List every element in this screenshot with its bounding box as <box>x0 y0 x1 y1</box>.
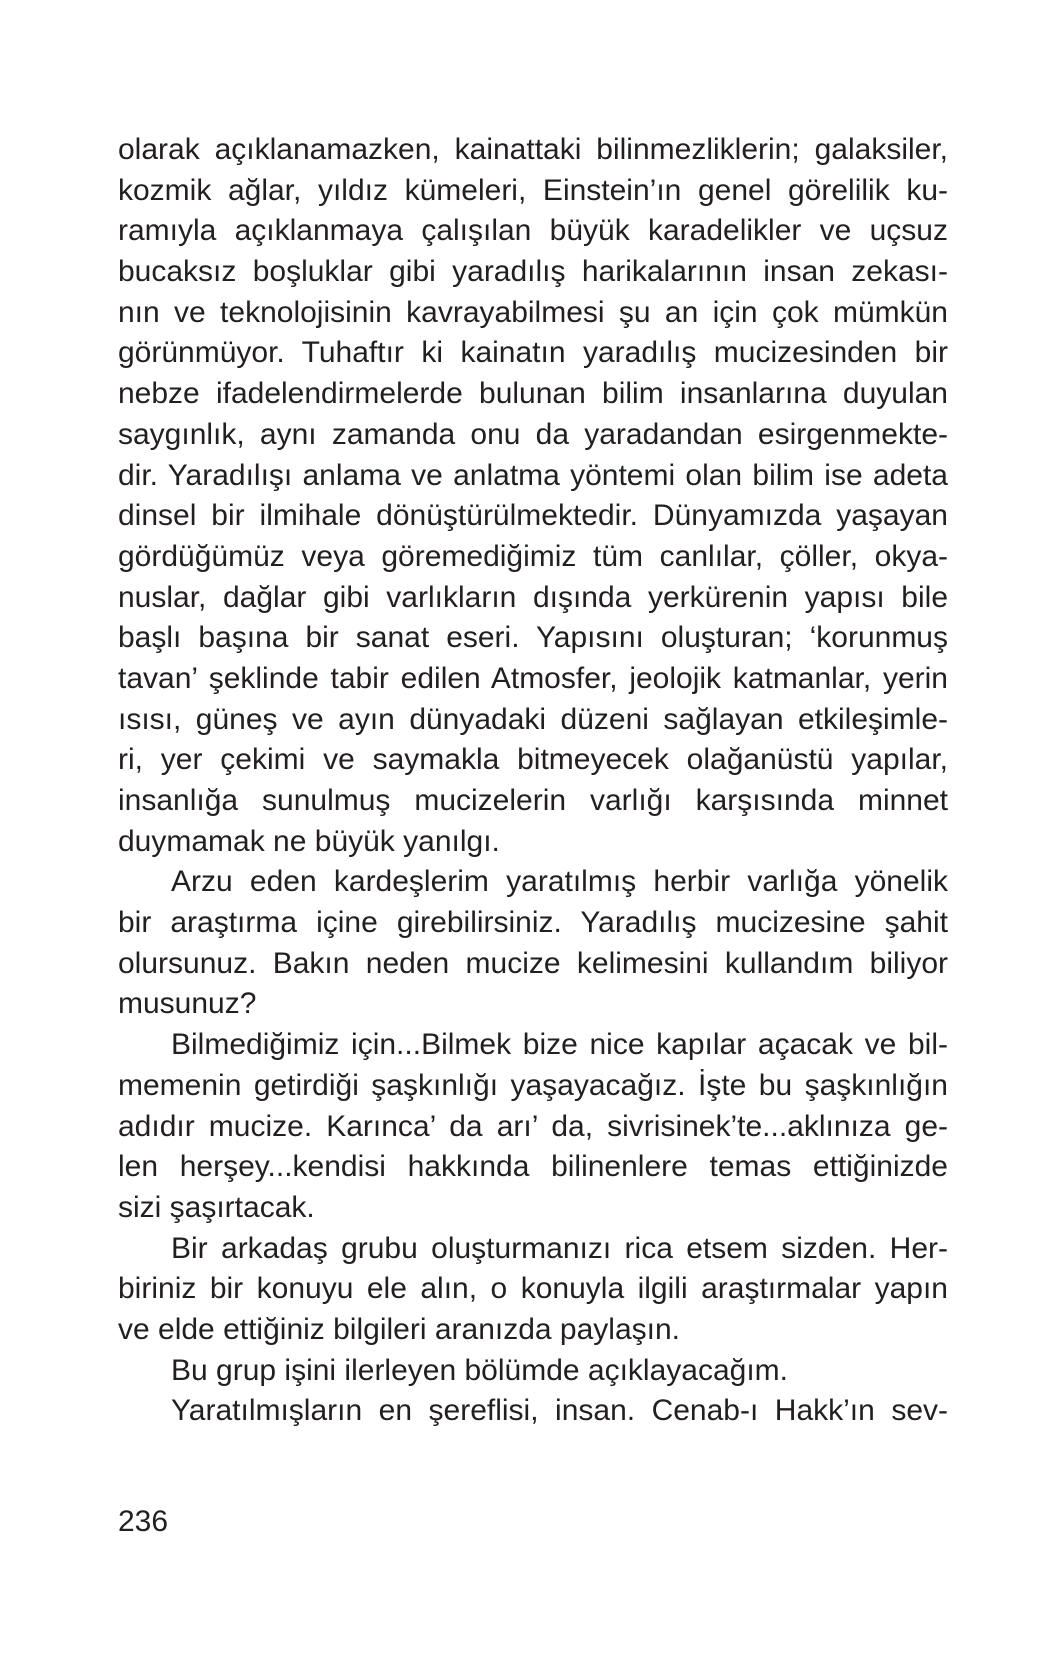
text-line: nuslar, dağlar gibi varlıkların dışında yerkürenin yapısı bile <box>118 580 948 614</box>
text-line: musunuz? <box>118 987 257 1021</box>
text-line: bir araştırma içine girebilirsiniz. Yaradılış mucizesine şahit <box>118 906 948 940</box>
body-text <box>118 130 948 1432</box>
text-line: adıdır mucize. Karınca’ da arı’ da, sivrisinek’te...aklınıza ge- <box>118 1109 948 1143</box>
text-line: sizi şaşırtacak. <box>118 1190 315 1224</box>
text-line: len herşey...kendisi hakkında bilinenlere temas ettiğinizde <box>118 1150 948 1184</box>
text-line: tavan’ şeklinde tabir edilen Atmosfer, jeolojik katmanlar, yerin <box>118 661 948 695</box>
text-line: Bir arkadaş grubu oluşturmanızı rica etsem sizden. Her- <box>171 1231 948 1265</box>
text-line: ve elde ettiğiniz bilgileri aranızda paylaşın. <box>118 1312 680 1346</box>
text-line: ri, yer çekimi ve saymakla bitmeyecek olağanüstü yapılar, <box>118 743 948 777</box>
text-line: saygınlık, aynı zamanda onu da yaradandan esirgenmekte- <box>118 417 948 451</box>
text-line: Arzu eden kardeşlerim yaratılmış herbir varlığa yönelik <box>171 865 948 899</box>
text-line: Bilmediğimiz için...Bilmek bize nice kapılar açacak ve bil- <box>171 1028 948 1062</box>
text-line: memenin getirdiği şaşkınlığı yaşayacağız. İşte bu şaşkınlığın <box>118 1068 948 1102</box>
text-line: nebze ifadelendirmelerde bulunan bilim insanlarına duyulan <box>118 377 948 411</box>
text-line: ısısı, güneş ve ayın dünyadaki düzeni sağlayan etkileşimle- <box>118 702 948 736</box>
text-line: başlı başına bir sanat eseri. Yapısını oluşturan; ‘korunmuş <box>118 621 948 655</box>
text-line: Bu grup işini ilerleyen bölümde açıklayacağım. <box>171 1353 788 1387</box>
text-line: kozmik ağlar, yıldız kümeleri, Einstein’ın genel görelilik ku- <box>118 173 948 207</box>
text-line: dinsel bir ilmihale dönüştürülmektedir. Dünyamızda yaşayan <box>118 499 948 533</box>
text-line: insanlığa sunulmuş mucizelerin varlığı karşısında minnet <box>118 784 948 817</box>
text-line: nın ve teknolojisinin kavrayabilmesi şu an için çok mümkün <box>118 295 948 329</box>
text-line: olarak açıklanamazken, kainattaki bilinmezliklerin; galaksiler, <box>118 133 948 166</box>
text-line: biriniz bir konuyu ele alın, o konuyla ilgili araştırmalar yapın <box>118 1272 948 1306</box>
text-line: Yaratılmışların en şereflisi, insan. Cenab-ı Hakk’ın sev- <box>171 1394 948 1428</box>
page-number: 236 <box>118 1505 169 1538</box>
text-line: gördüğümüz veya göremediğimiz tüm canlılar, çöller, okya- <box>118 539 948 573</box>
text-line: duymamak ne büyük yanılgı. <box>118 824 500 858</box>
text-line: dir. Yaradılışı anlama ve anlatma yöntemi olan bilim ise adeta <box>118 458 948 492</box>
text-line: olursunuz. Bakın neden mucize kelimesini kullandım biliyor <box>118 946 948 980</box>
text-line: görünmüyor. Tuhaftır ki kainatın yaradılış mucizesinden bir <box>118 336 948 370</box>
text-line: ramıyla açıklanmaya çalışılan büyük karadelikler ve uçsuz <box>118 214 948 248</box>
text-line: bucaksız boşluklar gibi yaradılış harikalarının insan zekası- <box>118 255 948 289</box>
